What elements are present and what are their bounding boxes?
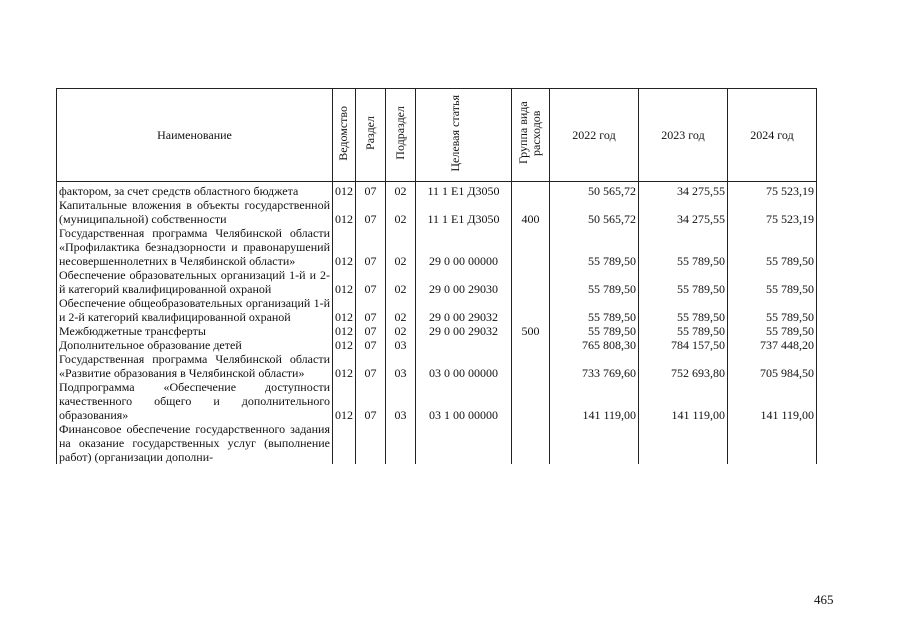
table-row	[57, 296, 817, 324]
cell-v2024	[728, 422, 817, 464]
cell-v2022: 55 789,50	[550, 226, 639, 268]
cell-target: 03 1 00 00000	[416, 380, 512, 422]
header-section: Раздел	[356, 89, 386, 182]
cell-group: 500	[512, 324, 550, 338]
cell-v2023: 55 789,50	[639, 324, 728, 338]
cell-v2024: 75 523,19	[728, 198, 817, 226]
cell-name: Обеспечение общеобразовательных организаций 1-й и 2-й категорий квалифицированной охраной	[57, 296, 333, 324]
cell-v2022: 765 808,30	[550, 338, 639, 352]
cell-v2023: 784 157,50	[639, 338, 728, 352]
cell-dept: 012	[333, 296, 356, 324]
cell-v2024: 55 789,50	[728, 324, 817, 338]
cell-name: Подпрограмма «Обеспечение доступности качественного общего и дополнительного образования»	[57, 380, 333, 422]
cell-name: Дополнительное образование детей	[57, 338, 333, 352]
cell-section: 07	[356, 380, 386, 422]
cell-dept: 012	[333, 226, 356, 268]
cell-subsection: 03	[386, 380, 416, 422]
cell-v2022: 55 789,50	[550, 324, 639, 338]
header-target: Целевая статья	[416, 89, 512, 182]
table-row	[57, 182, 817, 199]
budget-table	[56, 88, 817, 464]
cell-group	[512, 268, 550, 296]
cell-v2022: 50 565,72	[550, 182, 639, 199]
cell-dept: 012	[333, 182, 356, 199]
table-row	[57, 226, 817, 268]
cell-section: 07	[356, 324, 386, 338]
table-row	[57, 352, 817, 380]
cell-target: 29 0 00 00000	[416, 226, 512, 268]
header-name: Наименование	[57, 89, 333, 182]
header-subsection: Подраздел	[386, 89, 416, 182]
cell-target: 29 0 00 29032	[416, 296, 512, 324]
page-number: 465	[814, 592, 834, 607]
cell-subsection: 02	[386, 296, 416, 324]
header-2022: 2022 год	[550, 89, 639, 182]
cell-dept: 012	[333, 198, 356, 226]
cell-v2022: 141 119,00	[550, 380, 639, 422]
cell-dept: 012	[333, 324, 356, 338]
cell-v2023: 141 119,00	[639, 380, 728, 422]
table-row	[57, 380, 817, 422]
cell-v2024: 55 789,50	[728, 268, 817, 296]
cell-name: Межбюджетные трансферты	[57, 324, 333, 338]
cell-target	[416, 338, 512, 352]
cell-name: Финансовое обеспечение государственного задания на оказание государственных услуг (выполнение работ) (организации дополни-	[57, 422, 333, 464]
cell-name: Государственная программа Челябинской области «Профилактика безнадзорности и правонарушений несовершеннолетних в Челябинской области»	[57, 226, 333, 268]
cell-section: 07	[356, 198, 386, 226]
cell-v2023: 55 789,50	[639, 296, 728, 324]
header-group: Группа вида расходов	[512, 89, 550, 182]
header-row	[57, 89, 817, 182]
cell-subsection: 02	[386, 226, 416, 268]
cell-group	[512, 182, 550, 199]
cell-subsection: 02	[386, 268, 416, 296]
cell-group	[512, 380, 550, 422]
cell-target: 11 1 E1 Д3050	[416, 198, 512, 226]
cell-v2022: 55 789,50	[550, 268, 639, 296]
cell-name: Государственная программа Челябинской области «Развитие образования в Челябинской области»	[57, 352, 333, 380]
cell-v2024: 705 984,50	[728, 352, 817, 380]
cell-dept: 012	[333, 352, 356, 380]
cell-name: фактором, за счет средств областного бюджета	[57, 182, 333, 199]
table-row	[57, 338, 817, 352]
cell-v2023	[639, 422, 728, 464]
cell-v2023: 34 275,55	[639, 198, 728, 226]
cell-v2022: 733 769,60	[550, 352, 639, 380]
cell-subsection: 02	[386, 198, 416, 226]
cell-dept: 012	[333, 268, 356, 296]
cell-dept: 012	[333, 338, 356, 352]
cell-section: 07	[356, 182, 386, 199]
header-dept: Ведомство	[333, 89, 356, 182]
cell-target: 29 0 00 29032	[416, 324, 512, 338]
cell-dept: 012	[333, 380, 356, 422]
cell-dept	[333, 422, 356, 464]
cell-group	[512, 296, 550, 324]
cell-section: 07	[356, 338, 386, 352]
cell-v2024: 737 448,20	[728, 338, 817, 352]
header-2023: 2023 год	[639, 89, 728, 182]
cell-section	[356, 422, 386, 464]
cell-group: 400	[512, 198, 550, 226]
cell-group	[512, 352, 550, 380]
cell-v2022	[550, 422, 639, 464]
cell-v2024: 75 523,19	[728, 182, 817, 199]
table-row	[57, 198, 817, 226]
cell-v2024: 55 789,50	[728, 226, 817, 268]
cell-subsection: 03	[386, 352, 416, 380]
cell-target: 03 0 00 00000	[416, 352, 512, 380]
header-2024: 2024 год	[728, 89, 817, 182]
cell-v2022: 55 789,50	[550, 296, 639, 324]
cell-v2023: 752 693,80	[639, 352, 728, 380]
table-row	[57, 324, 817, 338]
cell-v2023: 55 789,50	[639, 226, 728, 268]
cell-v2024: 55 789,50	[728, 296, 817, 324]
table-row	[57, 268, 817, 296]
cell-group	[512, 422, 550, 464]
cell-v2023: 34 275,55	[639, 182, 728, 199]
cell-v2022: 50 565,72	[550, 198, 639, 226]
cell-subsection: 03	[386, 338, 416, 352]
cell-target: 11 1 E1 Д3050	[416, 182, 512, 199]
cell-target	[416, 422, 512, 464]
cell-v2023: 55 789,50	[639, 268, 728, 296]
cell-name: Капитальные вложения в объекты государственной (муниципальной) собственности	[57, 198, 333, 226]
cell-name: Обеспечение образовательных организаций 1-й и 2-й категорий квалифицированной охраной	[57, 268, 333, 296]
cell-section: 07	[356, 268, 386, 296]
cell-subsection: 02	[386, 324, 416, 338]
cell-section: 07	[356, 296, 386, 324]
cell-section: 07	[356, 226, 386, 268]
cell-subsection: 02	[386, 182, 416, 199]
cell-subsection	[386, 422, 416, 464]
table-row	[57, 422, 817, 464]
cell-group	[512, 226, 550, 268]
cell-target: 29 0 00 29030	[416, 268, 512, 296]
cell-v2024: 141 119,00	[728, 380, 817, 422]
cell-section: 07	[356, 352, 386, 380]
cell-group	[512, 338, 550, 352]
